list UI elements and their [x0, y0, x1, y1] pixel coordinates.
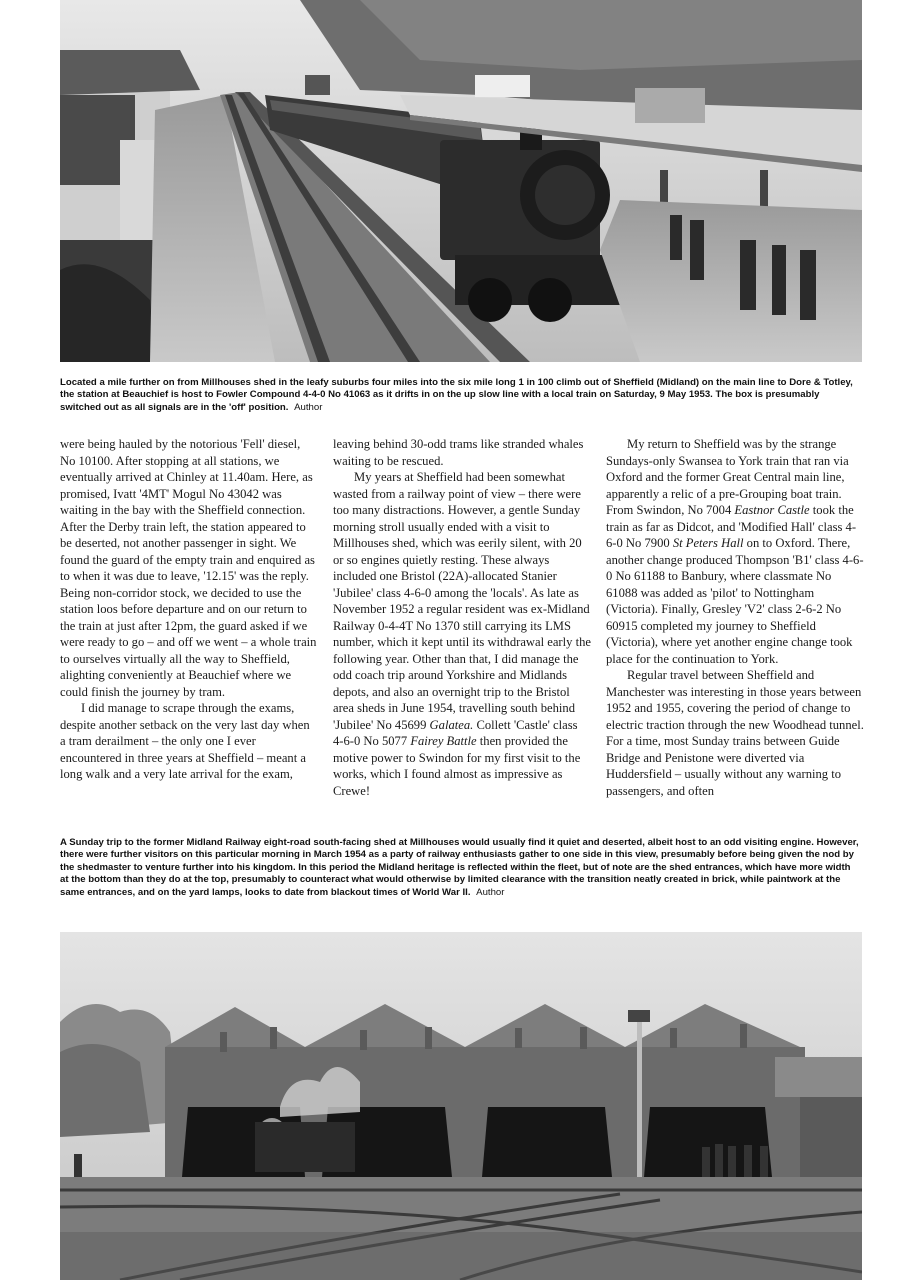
- col3-p1-part-c: on to Oxford. There, another change produced Thompson 'B1' class 4-6-0 No 61188 to Banbury, where classmate No 61088 was added as 'pilot' to Nottingham (Victoria). Finally, Gresley 'V2' class 2-6-2 No 60915 completed my journey to Sheffield (Victoria), where yet another engine change took place for the continuation to York.: [606, 536, 864, 666]
- caption-bottom-credit: Author: [476, 886, 505, 898]
- text-column-1: [60, 436, 318, 783]
- loco-name-fairey-battle: Fairey Battle: [410, 734, 477, 748]
- col1-paragraph-2: I did manage to scrape through the exams, despite another setback on the very last day when a tram derailment – the only one I ever encountered in three years at Sheffield – meant a long walk and a very late arrival for the exam,: [60, 701, 310, 781]
- loco-name-galatea: Galatea.: [429, 717, 474, 732]
- photo-millhouses-illustration: [60, 932, 862, 1280]
- photo-beauchief-illustration: [60, 0, 862, 362]
- photo-beauchief-station: [60, 0, 862, 362]
- col1-paragraph-1: were being hauled by the notorious 'Fell' diesel, No 10100. After stopping at all stations, we eventually arrived at Chinley at 11.40am. Here, as promised, Ivatt '4MT' Mogul No 43042 was waiting in the bay with the Sheffield connection. After the Derby train left, the station appeared to be deserted, not another passenger in sight. We found the guard of the empty train and enquired as to when it was due to leave, '12.15' was the reply. Being non-corridor stock, we decided to use the station loos before departure and on our return to the train at just after 12pm, the guard asked if we were ready to go – and off we went – a whole train to ourselves virtually all the way to Sheffield, alighting conveniently at Beauchief where we could finish the journey by tram.: [60, 437, 317, 699]
- col3-p1-part-b: took the train as far as Didcot, and 'Modified Hall' class 4-6-0 No 7900: [606, 503, 857, 550]
- loco-name-st-peters-hall: St Peters Hall: [672, 536, 744, 550]
- caption-top-credit: Author: [294, 401, 323, 413]
- photo-millhouses-shed: [60, 932, 862, 1280]
- col2-p2-part-c: then provided the motive power to Swindon for my first visit to the works, which I found almost as impressive as Crewe!: [333, 734, 581, 798]
- col3-paragraph-1: [606, 436, 864, 667]
- col2-p2-part-a: My years at Sheffield had been somewhat wasted from a railway point of view – there were too many distractions. However, a gentle Sunday morning stroll usually ended with a visit to Millhouses shed, which was eerily silent, with 20 or so engines quietly resting. These always included one Bristol (22A)-allocated Stanier 'Jubilee' class 4-6-0 among the 'locals'. As late as November 1952 a regular resident was ex-Midland Railway 0-4-4T No 1370 still carrying its LMS number, which it kept until its withdrawal early the following year. Other than that, I did manage the odd coach trip around Yorkshire and Midlands depots, and also an overnight trip to the Bristol area sheds in June 1954, travelling south behind 'Jubilee' No 45699: [333, 470, 591, 732]
- text-column-2: [333, 436, 591, 799]
- loco-name-eastnor-castle: Eastnor Castle: [734, 503, 810, 517]
- text-column-3: [606, 436, 864, 799]
- col3-p1-part-a: My return to Sheffield was by the strange Sundays-only Swansea to York train that ran via Oxford and the former Great Central main line, apparently a relic of a pre-Grouping boat train. From Swindon, No 7004: [606, 437, 849, 517]
- col2-p2-part-b: Collett 'Castle' class 4-6-0 No 5077: [333, 717, 578, 748]
- col2-paragraph-1: leaving behind 30-odd trams like stranded whales waiting to be rescued.: [333, 437, 584, 468]
- caption-bottom-text: A Sunday trip to the former Midland Railway eight-road south-facing shed at Millhouses would usually find it quiet and deserted, albeit host to an odd visiting engine. However, there were further visitors on this particular morning in March 1954 as a party of railway enthusiasts gather to one side in this view, presumably before being given the nod by the shedmaster to venture further into his kingdom. In this period the Midland heritage is reflected within the fleet, but of note are the shed entrances, which have more width at the bottom than they do at the top, presumably to counteract what would otherwise by limited clearance with the transition neatly created in brick, while paintwork at the same entrances, and on the yard lamps, looks to date from blackout times of World War II.: [60, 837, 859, 898]
- col3-paragraph-2: Regular travel between Sheffield and Manchester was interesting in those years between 1952 and 1955, covering the period of change to electric traction through the new Woodhead tunnel. For a time, most Sunday trains between Guide Bridge and Penistone were diverted via Huddersfield – usually without any warning to passengers, and often: [606, 668, 864, 798]
- caption-bottom: [60, 837, 860, 899]
- col2-paragraph-2: [333, 469, 591, 799]
- caption-top: [60, 377, 860, 414]
- caption-top-text: Located a mile further on from Millhouses shed in the leafy suburbs four miles into the six mile long 1 in 100 climb out of Sheffield (Midland) on the main line to Dore & Totley, the station at Beauchief is host to Fowler Compound 4-4-0 No 41063 as it drifts in on the up slow line with a local train on Saturday, 9 May 1953. The box is presumably switched out as all signals are in the 'off' position.: [60, 377, 853, 413]
